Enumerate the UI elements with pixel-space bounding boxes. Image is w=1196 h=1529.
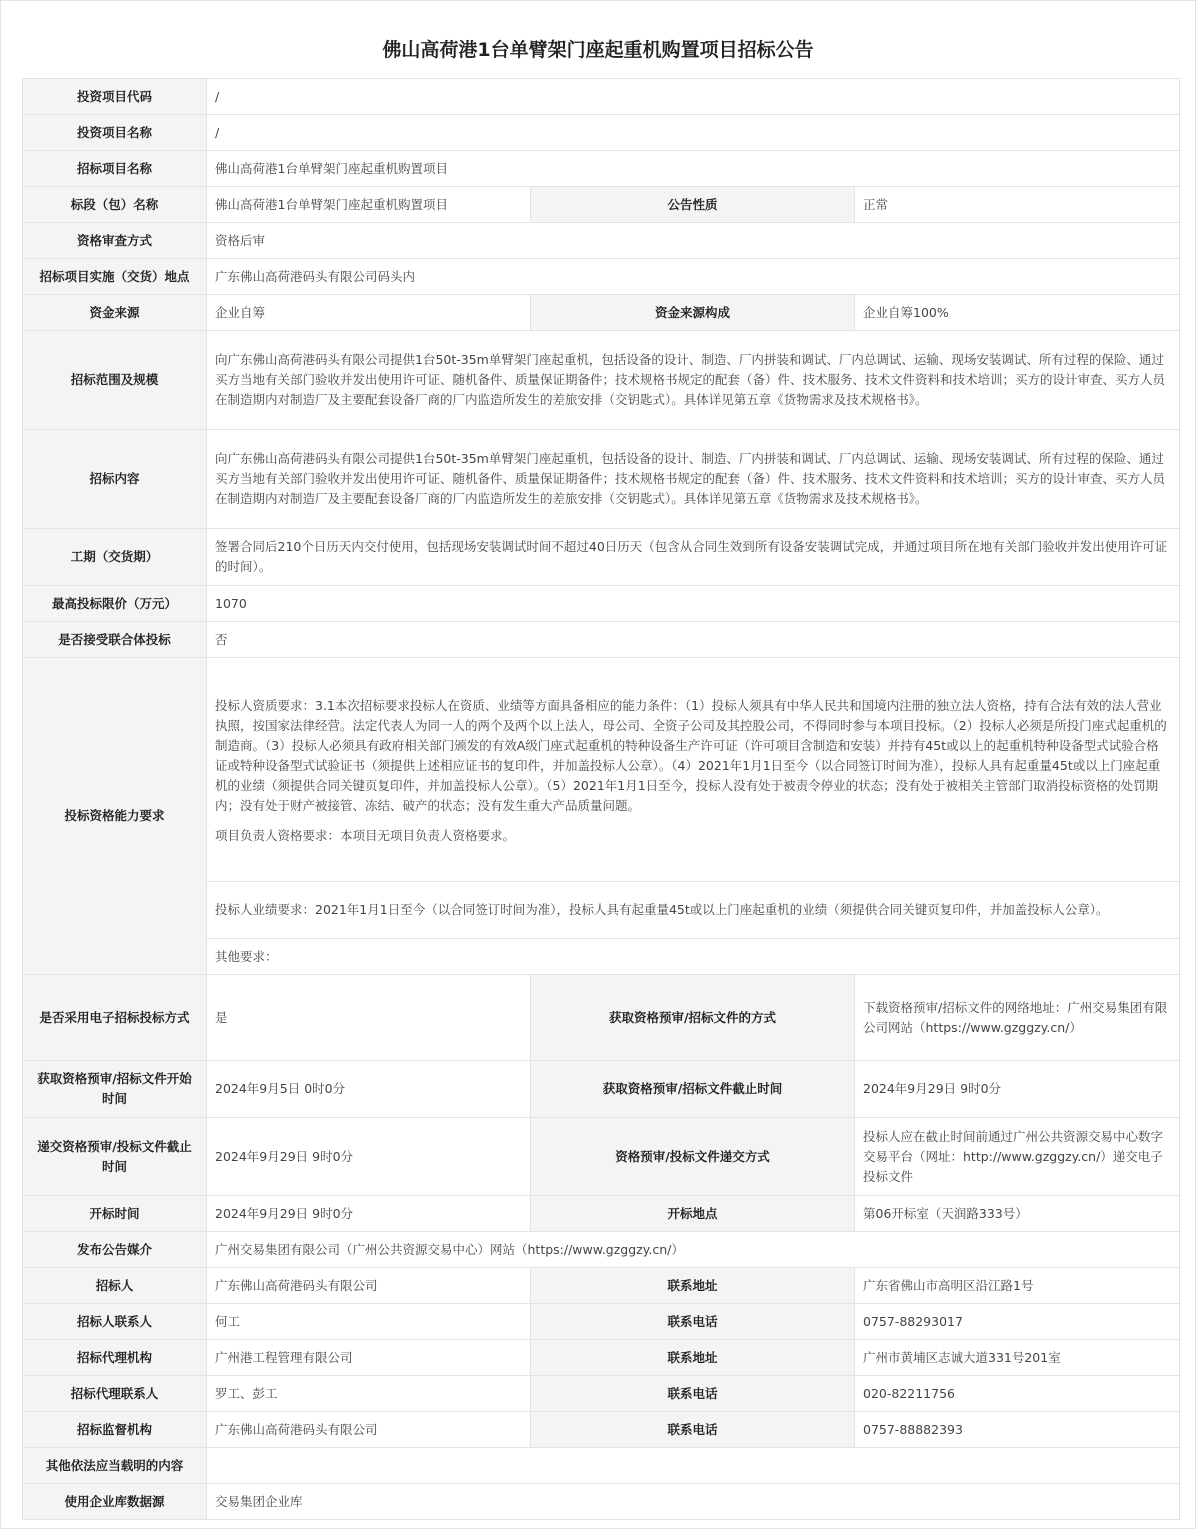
row-submit-time	[23, 1118, 1180, 1196]
tenderer-phone-label: 联系电话	[531, 1304, 855, 1340]
row-review-method	[23, 223, 1180, 259]
review-method-label: 资格审查方式	[23, 223, 207, 259]
obtain-method-value: 下载资格预审/招标文件的网络地址：广州交易集团有限公司网站（https://www.gzggzy.cn/）	[855, 975, 1180, 1061]
tenderer-address-label: 联系地址	[531, 1268, 855, 1304]
scope-value: 向广东佛山高荷港码头有限公司提供1台50t-35m单臂架门座起重机，包括设备的设计、制造、厂内拼装和调试、厂内总调试、运输、现场安装调试、所有过程的保险、通过买方当地有关部门验收并发出使用许可证、随机备件、质量保证期备件；技术规格书规定的配套（备）件、技术服务、技术文件资料和技术培训；买方的设计审查、买方人员在制造期内对制造厂及主要配套设备厂商的厂内监造所发生的差旅安排（交钥匙式）。具体详见第五章《货物需求及技术规格书》。	[207, 331, 1180, 430]
row-content	[23, 430, 1180, 529]
row-location	[23, 259, 1180, 295]
other-content-value	[207, 1448, 1180, 1484]
other-content-label: 其他依法应当载明的内容	[23, 1448, 207, 1484]
review-method-value: 资格后审	[207, 223, 1180, 259]
row-consortium	[23, 622, 1180, 658]
open-place-value: 第06开标室（天润路333号）	[855, 1196, 1180, 1232]
location-value: 广东佛山高荷港码头有限公司码头内	[207, 259, 1180, 295]
agency-contact-value: 罗工、彭工	[207, 1376, 531, 1412]
period-value: 签署合同后210个日历天内交付使用，包括现场安装调试时间不超过40日历天（包含从合同生效到所有设备安装调试完成，并通过项目所在地有关部门验收并发出使用许可证的时间）。	[207, 529, 1180, 586]
supervisor-label: 招标监督机构	[23, 1412, 207, 1448]
agency-phone-label: 联系电话	[531, 1376, 855, 1412]
consortium-label: 是否接受联合体投标	[23, 622, 207, 658]
bidder-requirement-text: 投标人资质要求：3.1本次招标要求投标人在资质、业绩等方面具备相应的能力条件：（1）投标人须具有中华人民共和国境内注册的独立法人资格，持有合法有效的法人营业执照，按国家法律经营。法定代表人为同一人的两个及两个以上法人，母公司、全资子公司及其控股公司，不得同时参与本项目投标。（2）投标人必须是所投门座式起重机的制造商。（3）投标人必须具有政府相关部门颁发的有效A级门座式起重机的特种设备生产许可证（许可项目含制造和安装）并持有45t或以上的起重机特种设备型式试验合格证或特种设备型式试验证书（须提供上述相应证书的复印件，并加盖投标人公章）。（4）2021年1月1日至今（以合同签订时间为准），投标人具有起重量45t或以上门座起重机的业绩（须提供合同关键页复印件，并加盖投标人公章）。（5）2021年1月1日至今，投标人没有处于被责令停业的状态；没有处于被相关主管部门取消投标资格的处罚期内；没有处于财产被接管、冻结、破产的状态；没有发生重大产品质量问题。	[215, 697, 1167, 813]
obtain-start-label: 获取资格预审/招标文件开始时间	[23, 1061, 207, 1118]
agency-contact-label: 招标代理联系人	[23, 1376, 207, 1412]
invest-code-label: 投资项目代码	[23, 79, 207, 115]
notice-nature-label: 公告性质	[531, 187, 855, 223]
row-enterprise-db	[23, 1484, 1180, 1520]
tenderer-phone-value: 0757-88293017	[855, 1304, 1180, 1340]
row-tenderer-contact	[23, 1304, 1180, 1340]
period-label: 工期（交货期）	[23, 529, 207, 586]
supervisor-phone-label: 联系电话	[531, 1412, 855, 1448]
lot-name-value: 佛山高荷港1台单臂架门座起重机购置项目	[207, 187, 531, 223]
tenderer-value: 广东佛山高荷港码头有限公司	[207, 1268, 531, 1304]
content-value: 向广东佛山高荷港码头有限公司提供1台50t-35m单臂架门座起重机，包括设备的设计、制造、厂内拼装和调试、厂内总调试、运输、现场安装调试、所有过程的保险、通过买方当地有关部门验收并发出使用许可证、随机备件、质量保证期备件；技术规格书规定的配套（备）件、技术服务、技术文件资料和技术培训；买方的设计审查、买方人员在制造期内对制造厂及主要配套设备厂商的厂内监造所发生的差旅安排（交钥匙式）。具体详见第五章《货物需求及技术规格书》。	[207, 430, 1180, 529]
agency-value: 广州港工程管理有限公司	[207, 1340, 531, 1376]
open-time-label: 开标时间	[23, 1196, 207, 1232]
fund-source-label: 资金来源	[23, 295, 207, 331]
notice-nature-value: 正常	[855, 187, 1180, 223]
row-open-time	[23, 1196, 1180, 1232]
electronic-value: 是	[207, 975, 531, 1061]
other-requirement-text: 其他要求：	[207, 939, 1180, 975]
row-fund-source	[23, 295, 1180, 331]
agency-phone-value: 020-82211756	[855, 1376, 1180, 1412]
fund-composition-label: 资金来源构成	[531, 295, 855, 331]
performance-requirement-text: 投标人业绩要求：2021年1月1日至今（以合同签订时间为准），投标人具有起重量45t或以上门座起重机的业绩（须提供合同关键页复印件，并加盖投标人公章）。	[207, 882, 1180, 939]
submit-deadline-label: 递交资格预审/投标文件截止时间	[23, 1118, 207, 1196]
tenderer-address-value: 广东省佛山市高明区沿江路1号	[855, 1268, 1180, 1304]
tenderer-contact-value: 何工	[207, 1304, 531, 1340]
row-project-name	[23, 151, 1180, 187]
submit-method-label: 资格预审/投标文件递交方式	[531, 1118, 855, 1196]
row-max-price	[23, 586, 1180, 622]
obtain-end-label: 获取资格预审/招标文件截止时间	[531, 1061, 855, 1118]
project-name-value: 佛山高荷港1台单臂架门座起重机购置项目	[207, 151, 1180, 187]
electronic-label: 是否采用电子招标投标方式	[23, 975, 207, 1061]
row-qualification-bidder	[23, 658, 1180, 882]
obtain-start-value: 2024年9月5日 0时0分	[207, 1061, 531, 1118]
row-agency-contact	[23, 1376, 1180, 1412]
media-value: 广州交易集团有限公司（广州公共资源交易中心）网站（https://www.gzggzy.cn/）	[207, 1232, 1180, 1268]
row-invest-code	[23, 79, 1180, 115]
row-other-content	[23, 1448, 1180, 1484]
open-time-value: 2024年9月29日 9时0分	[207, 1196, 531, 1232]
max-price-value: 1070	[207, 586, 1180, 622]
invest-name-value: /	[207, 115, 1180, 151]
row-obtain-time	[23, 1061, 1180, 1118]
media-label: 发布公告媒介	[23, 1232, 207, 1268]
obtain-method-label: 获取资格预审/招标文件的方式	[531, 975, 855, 1061]
max-price-label: 最高投标限价（万元）	[23, 586, 207, 622]
fund-source-value: 企业自筹	[207, 295, 531, 331]
invest-name-label: 投资项目名称	[23, 115, 207, 151]
tenderer-contact-label: 招标人联系人	[23, 1304, 207, 1340]
agency-address-label: 联系地址	[531, 1340, 855, 1376]
row-period	[23, 529, 1180, 586]
content-label: 招标内容	[23, 430, 207, 529]
qualification-label: 投标资格能力要求	[23, 658, 207, 975]
enterprise-db-label: 使用企业库数据源	[23, 1484, 207, 1520]
open-place-label: 开标地点	[531, 1196, 855, 1232]
row-invest-name	[23, 115, 1180, 151]
row-agency	[23, 1340, 1180, 1376]
submit-deadline-value: 2024年9月29日 9时0分	[207, 1118, 531, 1196]
enterprise-db-value: 交易集团企业库	[207, 1484, 1180, 1520]
agency-address-value: 广州市黄埔区志诚大道331号201室	[855, 1340, 1180, 1376]
location-label: 招标项目实施（交货）地点	[23, 259, 207, 295]
manager-requirement-text: 项目负责人资格要求：本项目无项目负责人资格要求。	[215, 827, 516, 843]
page-title: 佛山高荷港1台单臂架门座起重机购置项目招标公告	[382, 39, 814, 61]
submit-method-value: 投标人应在截止时间前通过广州公共资源交易中心数字交易平台（网址：http://www.gzggzy.cn/）递交电子投标文件	[855, 1118, 1180, 1196]
lot-name-label: 标段（包）名称	[23, 187, 207, 223]
row-lot-name	[23, 187, 1180, 223]
project-name-label: 招标项目名称	[23, 151, 207, 187]
scope-label: 招标范围及规模	[23, 331, 207, 430]
consortium-value: 否	[207, 622, 1180, 658]
invest-code-value: /	[207, 79, 1180, 115]
supervisor-value: 广东佛山高荷港码头有限公司	[207, 1412, 531, 1448]
row-tenderer	[23, 1268, 1180, 1304]
tenderer-label: 招标人	[23, 1268, 207, 1304]
row-media	[23, 1232, 1180, 1268]
qualification-bidder-cell	[207, 658, 1180, 882]
fund-composition-value: 企业自筹100%	[855, 295, 1180, 331]
supervisor-phone-value: 0757-88882393	[855, 1412, 1180, 1448]
notice-table	[22, 78, 1180, 1520]
row-electronic	[23, 975, 1180, 1061]
obtain-end-value: 2024年9月29日 9时0分	[855, 1061, 1180, 1118]
row-scope	[23, 331, 1180, 430]
row-supervisor	[23, 1412, 1180, 1448]
agency-label: 招标代理机构	[23, 1340, 207, 1376]
